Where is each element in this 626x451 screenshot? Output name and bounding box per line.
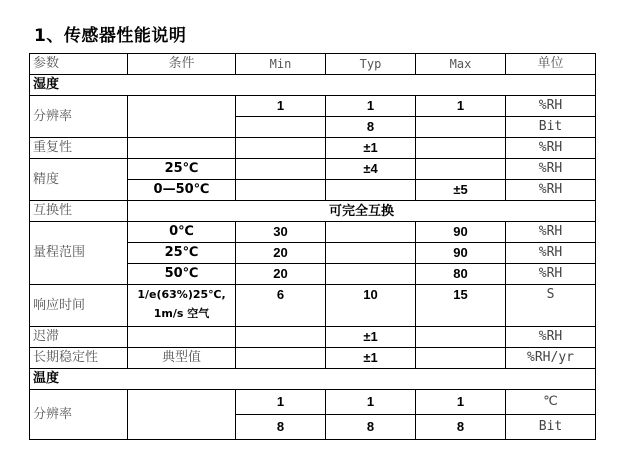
cond-cell: 典型值 [128, 348, 236, 369]
typ-cell: 8 [326, 117, 416, 138]
min-cell [236, 180, 326, 201]
unit-cell: %RH [506, 222, 596, 243]
cond-cell: 25℃ [128, 159, 236, 180]
param-label: 量程范围 [30, 222, 128, 285]
cond-cell: 25℃ [128, 243, 236, 264]
table-row [30, 348, 596, 369]
max-cell: 80 [416, 264, 506, 285]
table-row [30, 222, 596, 243]
param-label: 响应时间 [30, 285, 128, 327]
param-label: 分辨率 [30, 390, 128, 440]
max-cell: 15 [416, 285, 506, 327]
header-cond: 条件 [128, 54, 236, 75]
cond-cell [128, 96, 236, 138]
unit-cell: %RH [506, 264, 596, 285]
header-min: Min [236, 54, 326, 75]
table-row [30, 390, 596, 415]
param-label: 互换性 [30, 201, 128, 222]
cond-cell: 50℃ [128, 264, 236, 285]
unit-cell: %RH [506, 327, 596, 348]
min-cell [236, 327, 326, 348]
response-cond-line2: 1m/s 空气 [153, 307, 210, 320]
max-cell: 1 [416, 390, 506, 415]
min-cell: 20 [236, 264, 326, 285]
param-label: 重复性 [30, 138, 128, 159]
response-cond-line1: 1/e(63%)25℃, [137, 288, 226, 301]
unit-cell: %RH [506, 138, 596, 159]
min-cell: 8 [236, 415, 326, 440]
cond-cell [128, 327, 236, 348]
typ-cell [326, 222, 416, 243]
typ-cell: 1 [326, 390, 416, 415]
param-label: 分辨率 [30, 96, 128, 138]
min-cell: 30 [236, 222, 326, 243]
section-row-humidity [30, 75, 596, 96]
param-label: 精度 [30, 159, 128, 201]
unit-cell: Bit [506, 415, 596, 440]
sensor-spec-table [29, 53, 596, 440]
typ-cell: 8 [326, 415, 416, 440]
unit-cell: %RH [506, 159, 596, 180]
header-max: Max [416, 54, 506, 75]
cond-cell [128, 285, 236, 327]
unit-cell: %RH [506, 96, 596, 117]
max-cell: 8 [416, 415, 506, 440]
min-cell: 20 [236, 243, 326, 264]
min-cell [236, 117, 326, 138]
table-row [30, 201, 596, 222]
page-title: 1、传感器性能说明 [34, 26, 187, 46]
max-cell [416, 327, 506, 348]
max-cell: 1 [416, 96, 506, 117]
header-row [30, 54, 596, 75]
unit-cell: Bit [506, 117, 596, 138]
typ-cell: 10 [326, 285, 416, 327]
table-row [30, 327, 596, 348]
min-cell: 1 [236, 96, 326, 117]
table-row [30, 285, 596, 327]
max-cell [416, 348, 506, 369]
cond-cell: 0—50℃ [128, 180, 236, 201]
typ-cell: ±4 [326, 159, 416, 180]
unit-cell: %RH [506, 180, 596, 201]
min-cell: 6 [236, 285, 326, 327]
min-cell [236, 159, 326, 180]
unit-cell: %RH [506, 243, 596, 264]
header-unit: 单位 [506, 54, 596, 75]
typ-cell: ±1 [326, 348, 416, 369]
min-cell [236, 138, 326, 159]
unit-cell: ℃ [506, 390, 596, 415]
typ-cell: 1 [326, 96, 416, 117]
typ-cell [326, 264, 416, 285]
cond-cell: 0℃ [128, 222, 236, 243]
interchangeability-value: 可完全互换 [128, 201, 596, 222]
typ-cell [326, 243, 416, 264]
section-temperature: 温度 [30, 369, 596, 390]
max-cell: 90 [416, 243, 506, 264]
max-cell: ±5 [416, 180, 506, 201]
unit-cell: %RH/yr [506, 348, 596, 369]
section-humidity: 湿度 [30, 75, 596, 96]
typ-cell: ±1 [326, 138, 416, 159]
header-typ: Typ [326, 54, 416, 75]
max-cell [416, 159, 506, 180]
typ-cell: ±1 [326, 327, 416, 348]
param-label: 迟滞 [30, 327, 128, 348]
cond-cell [128, 138, 236, 159]
max-cell [416, 138, 506, 159]
cond-cell [128, 390, 236, 440]
max-cell: 90 [416, 222, 506, 243]
unit-cell: S [506, 285, 596, 327]
section-row-temperature [30, 369, 596, 390]
min-cell: 1 [236, 390, 326, 415]
typ-cell [326, 180, 416, 201]
min-cell [236, 348, 326, 369]
header-param: 参数 [30, 54, 128, 75]
table-row [30, 138, 596, 159]
table-row [30, 96, 596, 117]
param-label: 长期稳定性 [30, 348, 128, 369]
table-row [30, 159, 596, 180]
max-cell [416, 117, 506, 138]
